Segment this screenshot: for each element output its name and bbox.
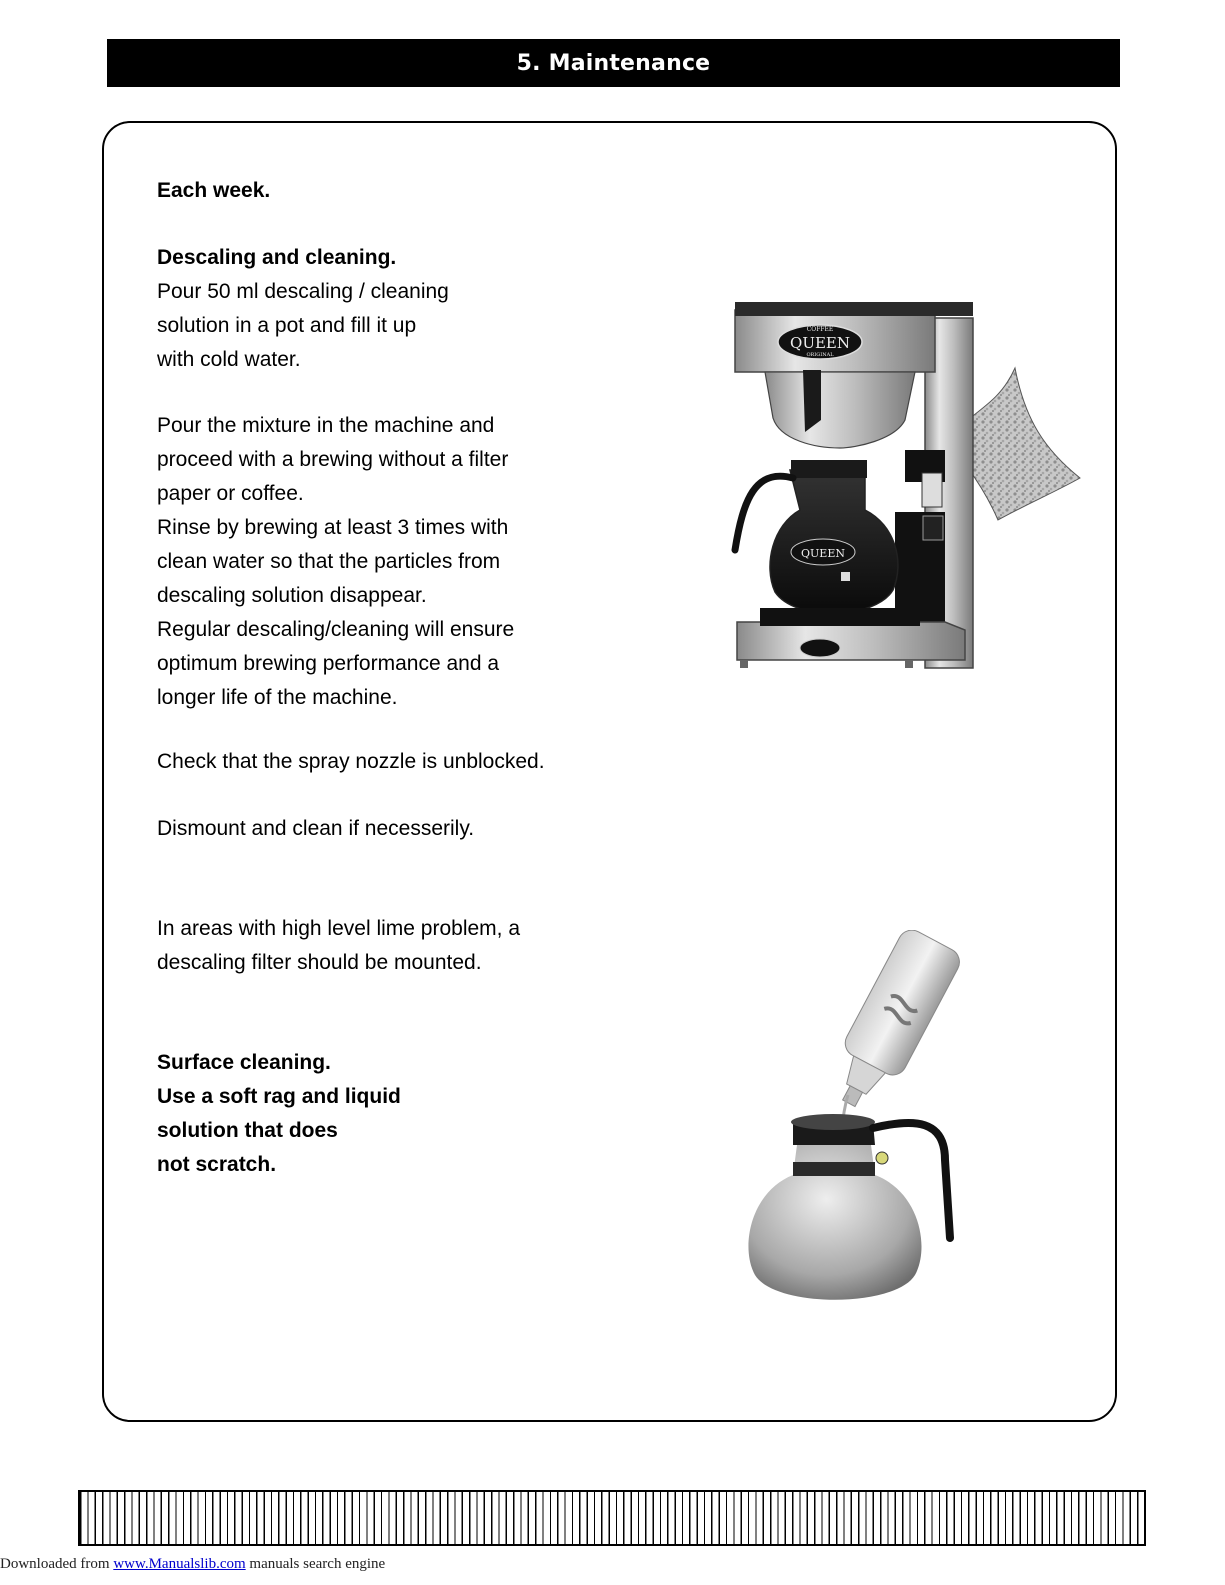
logo-brand: COFFEE (806, 326, 834, 333)
brewing-line: optimum brewing performance and a (157, 652, 500, 675)
surface-block (157, 1046, 401, 1182)
brewing-line: descaling solution disappear. (157, 584, 427, 607)
power-switch-icon (923, 516, 943, 540)
logo-sub: ORIGINAL (806, 352, 834, 358)
machine-base (737, 622, 965, 660)
lime-block (157, 912, 520, 980)
indicator-panel (922, 473, 942, 507)
foot-left (740, 660, 748, 668)
descaling-line: with cold water. (157, 348, 301, 371)
footer-prefix: Downloaded from (0, 1556, 110, 1572)
logo-name: QUEEN (790, 334, 850, 352)
nozzle-line: Check that the spray nozzle is unblocked. (157, 750, 545, 773)
brew-funnel (765, 372, 915, 448)
brewing-line: paper or coffee. (157, 482, 304, 505)
week-heading: Each week. (157, 179, 271, 202)
brewing-line: proceed with a brewing without a filter (157, 448, 509, 471)
lime-line: descaling filter should be mounted. (157, 951, 482, 974)
machine-lid (735, 302, 973, 316)
pot-logo-name: QUEEN (801, 547, 845, 560)
foot-right (905, 660, 913, 668)
section-title: 5. Maintenance (516, 50, 711, 76)
dismount-line: Dismount and clean if necesserily. (157, 817, 475, 840)
brewing-line: Regular descaling/cleaning will ensure (157, 618, 515, 641)
descaling-line: solution in a pot and fill it up (157, 314, 417, 337)
surface-line: Use a soft rag and liquid (157, 1085, 401, 1108)
surface-line: not scratch. (157, 1153, 277, 1176)
download-footer (0, 1556, 385, 1573)
base-plate (760, 608, 920, 626)
coffee-machine-illustration (725, 300, 1095, 685)
surface-line: Surface cleaning. (157, 1051, 331, 1074)
brewing-block (157, 409, 514, 715)
descaling-heading: Descaling and cleaning. (157, 246, 397, 269)
brewing-line: Pour the mixture in the machine and (157, 414, 495, 437)
brewing-line: longer life of the machine. (157, 686, 398, 709)
section-header (107, 39, 1120, 87)
lime-line: In areas with high level lime problem, a (157, 917, 521, 940)
footer-suffix: manuals search engine (249, 1556, 386, 1572)
cleaning-pot-illustration (745, 930, 985, 1310)
barcode-strip (78, 1490, 1146, 1546)
descaling-line: Pour 50 ml descaling / cleaning (157, 280, 449, 303)
brewing-line: Rinse by brewing at least 3 times with (157, 516, 509, 539)
pot-collar (791, 460, 867, 478)
surface-line: solution that does (157, 1119, 338, 1142)
descaling-block (157, 241, 449, 377)
base-logo-icon (800, 639, 840, 657)
pot-mark (841, 572, 850, 581)
manualslib-link[interactable]: www.Manualslib.com (113, 1556, 246, 1572)
brewing-line: clean water so that the particles from (157, 550, 501, 573)
detergent-bottle-icon (820, 930, 965, 1119)
